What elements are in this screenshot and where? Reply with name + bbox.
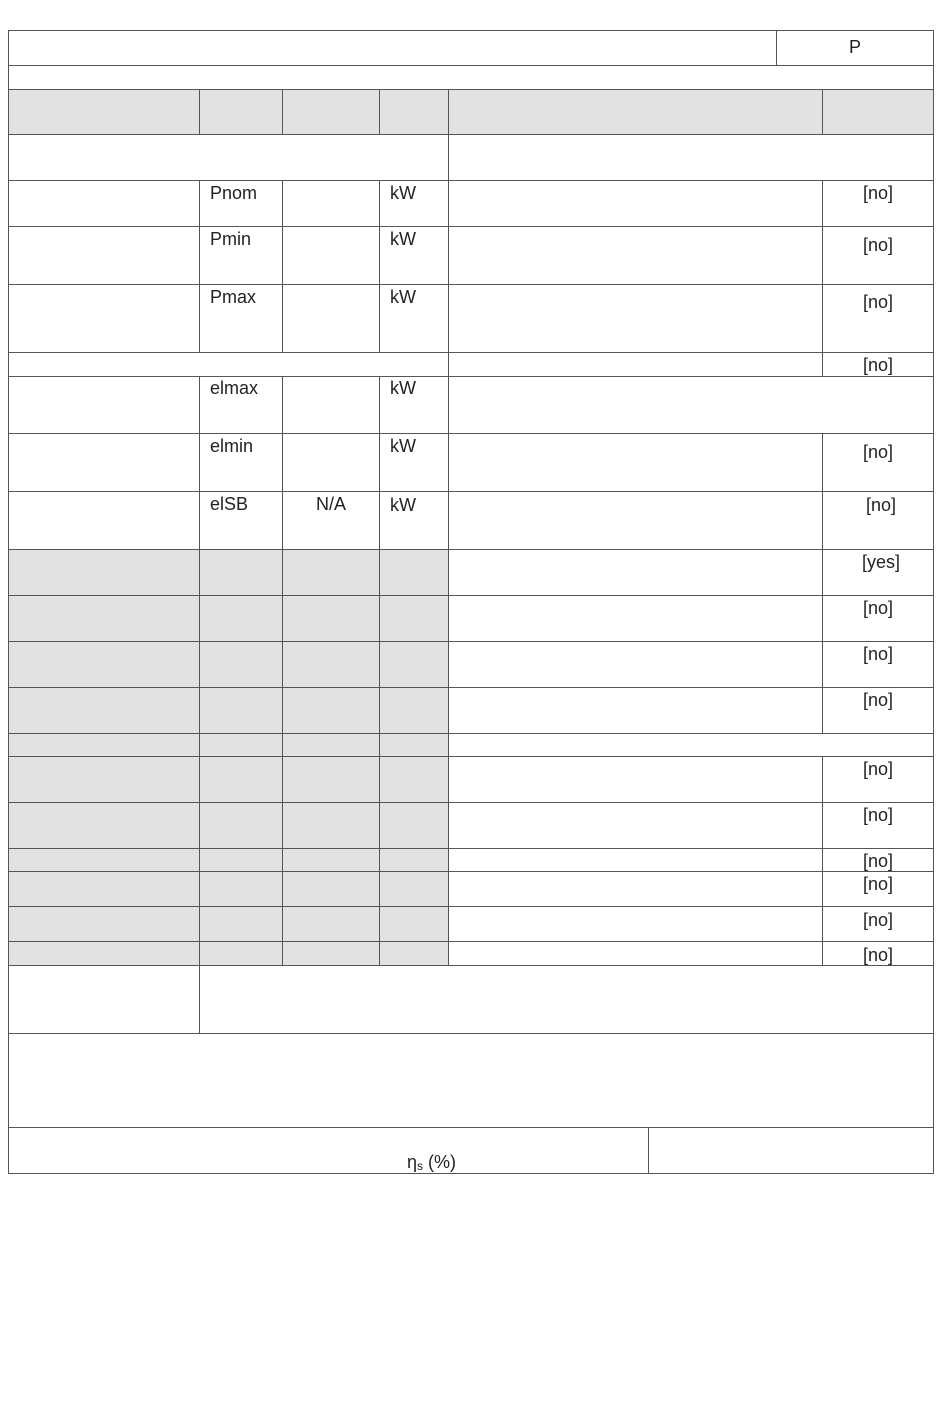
efficiency-unit: (%) xyxy=(428,1152,457,1172)
unit-elmin: kW xyxy=(390,436,416,456)
row-line xyxy=(8,352,934,353)
page-label: P xyxy=(848,37,861,57)
shaded-block-a xyxy=(9,550,448,756)
col-line xyxy=(648,1127,649,1174)
col-line xyxy=(282,376,283,966)
answer-row-550: [yes] xyxy=(861,552,900,572)
row-line xyxy=(8,848,934,849)
symbol-pmin: Pmin xyxy=(210,229,252,249)
col-line xyxy=(199,180,200,353)
row-line xyxy=(8,180,934,181)
row-line xyxy=(8,433,934,434)
unit-pnom: kW xyxy=(390,183,416,203)
row-line xyxy=(8,756,934,757)
answer-row-942: [no] xyxy=(862,945,894,965)
answer-row-596: [no] xyxy=(862,598,894,618)
col-line xyxy=(822,180,823,377)
col-line xyxy=(282,180,283,353)
table-header-shading xyxy=(9,90,933,135)
efficiency-label xyxy=(407,1152,456,1176)
unit-pmin: kW xyxy=(390,229,416,249)
answer-elmin: [no] xyxy=(862,442,894,462)
answer-pmax: [no] xyxy=(862,292,894,312)
symbol-elmin: elmin xyxy=(210,436,254,456)
border-right xyxy=(933,30,934,1174)
row-line xyxy=(8,871,934,872)
row-line xyxy=(8,641,934,642)
row-line xyxy=(8,284,934,285)
answer-row-872: [no] xyxy=(862,874,894,894)
row-line xyxy=(8,1033,934,1034)
value-elsb: N/A xyxy=(315,494,346,514)
row-line xyxy=(8,941,934,942)
unit-elsb: kW xyxy=(390,495,416,515)
answer-pnom: [no] xyxy=(862,183,894,203)
answer-row-849: [no] xyxy=(862,851,894,871)
col-line xyxy=(282,89,283,135)
col-line xyxy=(822,433,823,734)
symbol-elsb: elSB xyxy=(210,494,249,514)
answer-pmin: [no] xyxy=(862,235,894,255)
col-line xyxy=(448,89,449,966)
row-line xyxy=(8,733,934,734)
row-line xyxy=(8,376,934,377)
unit-elmax: kW xyxy=(390,378,416,398)
col-line xyxy=(822,89,823,135)
border-bottom xyxy=(8,1173,934,1174)
row-line xyxy=(8,1127,934,1128)
symbol-pmax: Pmax xyxy=(210,287,257,307)
row-line xyxy=(8,595,934,596)
row-line xyxy=(8,134,934,135)
row-line xyxy=(8,549,934,550)
row-line xyxy=(8,89,934,90)
row-line xyxy=(8,906,934,907)
efficiency-symbol: η xyxy=(407,1152,418,1172)
shaded-block-b xyxy=(9,757,448,965)
answer-elsb: [no] xyxy=(865,495,897,515)
col-line xyxy=(379,376,380,966)
row-line xyxy=(8,491,934,492)
efficiency-subscript: s xyxy=(417,1159,424,1173)
symbol-pnom: Pnom xyxy=(210,183,258,203)
answer-row-642: [no] xyxy=(862,644,894,664)
row-line xyxy=(8,687,934,688)
row-line xyxy=(8,965,934,966)
symbol-elmax: elmax xyxy=(210,378,259,398)
col-line xyxy=(199,89,200,135)
row-line xyxy=(8,226,934,227)
col-line xyxy=(379,89,380,135)
row-line xyxy=(8,65,934,66)
answer-row-757: [no] xyxy=(862,759,894,779)
col-line xyxy=(379,180,380,353)
answer-row-907: [no] xyxy=(862,910,894,930)
answer-row-353: [no] xyxy=(862,355,894,375)
row-line xyxy=(8,802,934,803)
answer-row-803: [no] xyxy=(862,805,894,825)
border-top xyxy=(8,30,934,31)
answer-row-688: [no] xyxy=(862,690,894,710)
unit-pmax: kW xyxy=(390,287,416,307)
border-left xyxy=(8,30,9,1174)
col-line xyxy=(199,376,200,1034)
